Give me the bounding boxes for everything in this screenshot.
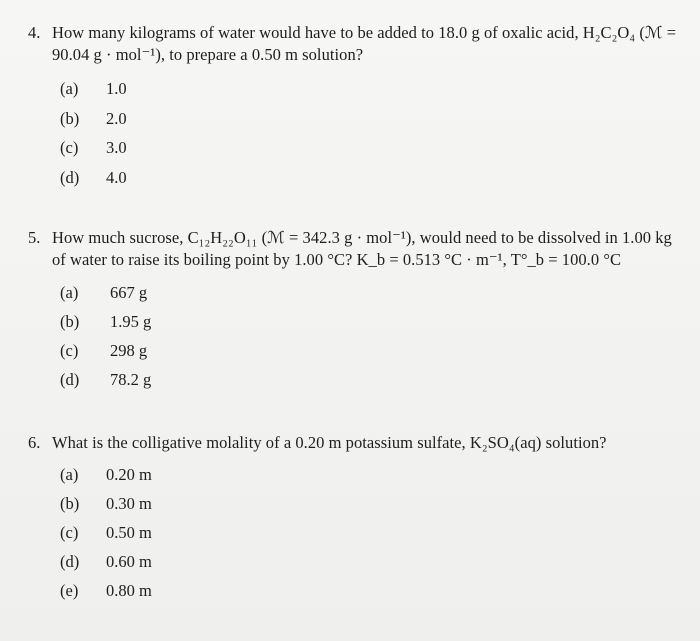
question-4-text-line-1: How many kilograms of water would have to be added to 18.0 g of oxalic acid, H₂C₂O₄ (ℳ =: [52, 23, 677, 42]
option-b[interactable]: [60, 493, 688, 522]
question-5-text-line-1: How much sucrose, C₁₂H₂₂O₁₁ (ℳ = 342.3 g · mol⁻¹), would need to be dissolved in 1.00 kg: [52, 228, 672, 247]
option-text: 0.20 m: [106, 465, 152, 484]
option-c[interactable]: [60, 522, 688, 551]
option-label: (b): [60, 108, 80, 128]
question-5-line-1: [28, 227, 688, 249]
option-text: 298 g: [110, 341, 148, 360]
option-text: 1.0: [106, 79, 127, 98]
option-text: 3.0: [106, 138, 127, 157]
option-c[interactable]: [60, 340, 688, 369]
option-label: (e): [60, 581, 79, 600]
option-label: (a): [60, 465, 79, 484]
option-text: 0.80 m: [106, 581, 152, 600]
option-d[interactable]: [60, 369, 688, 398]
option-text: 78.2 g: [110, 370, 152, 389]
option-label: (b): [60, 494, 80, 513]
option-text: 0.60 m: [106, 552, 152, 571]
question-6: [28, 432, 688, 609]
option-label: (d): [60, 167, 80, 187]
question-number: 5.: [28, 228, 41, 247]
option-label: (b): [60, 312, 80, 331]
option-d[interactable]: [60, 551, 688, 580]
question-6-text-line-1: What is the colligative molality of a 0.20 m potassium sulfate, K₂SO₄(aq) solution?: [52, 433, 607, 452]
question-4: [28, 22, 688, 196]
option-c[interactable]: [60, 137, 688, 167]
question-5: [28, 227, 688, 398]
option-label: (a): [60, 283, 79, 302]
option-label: (c): [60, 523, 79, 542]
option-b[interactable]: [60, 311, 688, 340]
option-text: 0.50 m: [106, 523, 152, 542]
option-text: 4.0: [106, 167, 127, 187]
option-text: 2.0: [106, 108, 127, 128]
question-6-options: [28, 464, 688, 609]
option-text: 667 g: [110, 283, 148, 302]
option-e[interactable]: [60, 580, 688, 609]
option-label: (d): [60, 552, 80, 571]
option-a[interactable]: [60, 464, 688, 493]
question-4-line-1: [28, 22, 688, 44]
question-number: 4.: [28, 23, 41, 42]
question-5-text-line-2: of water to raise its boiling point by 1.00 °C? K_b = 0.513 °C · m⁻¹, T°_b = 100.0 °C: [52, 250, 622, 269]
option-label: (c): [60, 341, 79, 360]
question-5-options: [28, 282, 688, 398]
option-b[interactable]: [60, 108, 688, 138]
question-4-text-line-2: 90.04 g · mol⁻¹), to prepare a 0.50 m solution?: [52, 45, 364, 64]
option-d[interactable]: [60, 167, 688, 197]
option-text: 0.30 m: [106, 494, 152, 513]
option-label: (d): [60, 370, 80, 389]
option-a[interactable]: [60, 78, 688, 108]
option-a[interactable]: [60, 282, 688, 311]
option-text: 1.95 g: [110, 312, 152, 331]
option-label: (a): [60, 79, 79, 98]
question-number: 6.: [28, 433, 41, 452]
question-4-options: [28, 78, 688, 196]
option-label: (c): [60, 138, 79, 157]
question-6-line-1: [28, 432, 688, 454]
